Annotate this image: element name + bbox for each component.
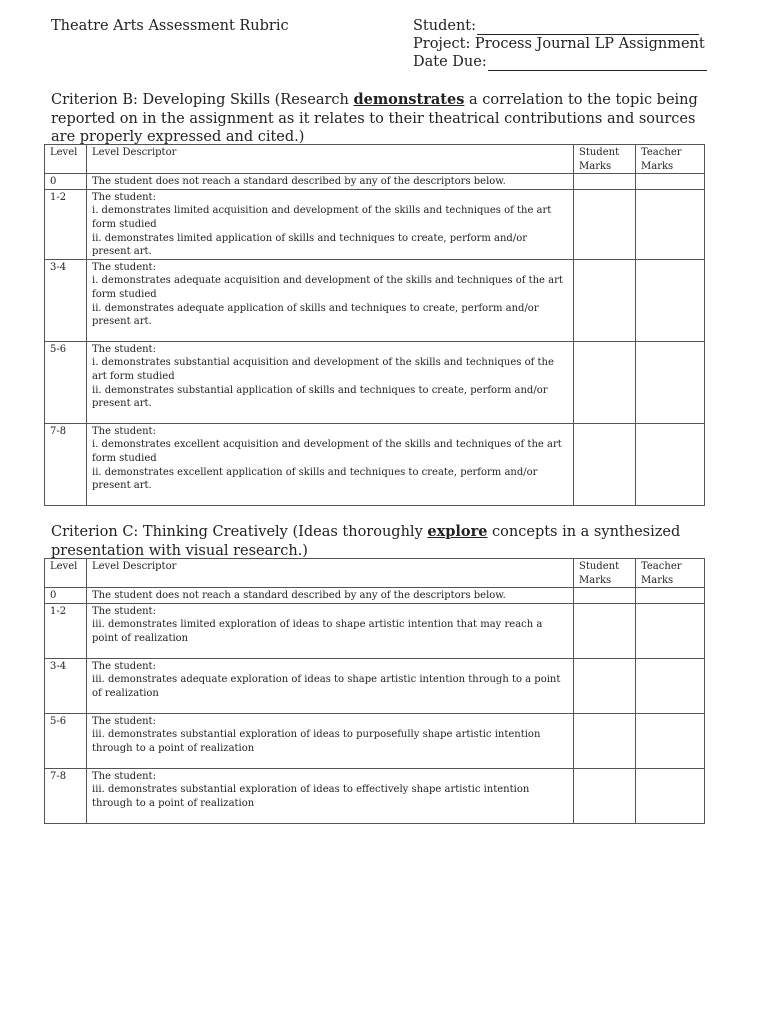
descriptor-cell: The student: i. demonstrates adequate acquisition and development of the skills and techniques of the art form studied ii. demonstrates adequate application of skills and techniques to create, perform and/or present art.: [87, 259, 574, 341]
table-row: [45, 189, 705, 259]
student-marks-header: Student Marks: [574, 559, 636, 588]
table-row: [45, 174, 705, 190]
student-marks-cell[interactable]: [574, 713, 636, 768]
table-row: [45, 588, 705, 604]
table-row: [45, 603, 705, 658]
teacher-marks-cell[interactable]: [636, 259, 705, 341]
table-header-row: [45, 559, 705, 588]
criterion-b-table: [44, 144, 705, 506]
student-marks-cell[interactable]: [574, 423, 636, 505]
criterion-b-title-post: a correlation to the topic being reported on in the assignment as it relates to their theatrical contributions and sources are properly expressed and cited.): [51, 92, 698, 145]
descriptor-cell: The student: iii. demonstrates adequate exploration of ideas to shape artistic intention through to a point of realization: [87, 658, 574, 713]
teacher-marks-cell[interactable]: [636, 713, 705, 768]
teacher-marks-cell[interactable]: [636, 603, 705, 658]
level-cell: 5-6: [45, 713, 87, 768]
table-row: [45, 259, 705, 341]
student-marks-cell[interactable]: [574, 189, 636, 259]
descriptor-cell: The student: i. demonstrates limited acquisition and development of the skills and techniques of the art form studied ii. demonstrates limited application of skills and techniques to create, perform and/or present art.: [87, 189, 574, 259]
teacher-marks-cell[interactable]: [636, 189, 705, 259]
level-cell: 0: [45, 588, 87, 604]
criterion-b-title: [51, 91, 721, 147]
project-label: Project: Process Journal LP Assignment: [413, 36, 705, 52]
level-cell: 0: [45, 174, 87, 190]
student-label: Student:: [413, 18, 477, 34]
criterion-c-table: [44, 558, 705, 824]
date-due-field[interactable]: [488, 56, 707, 71]
student-marks-header: Student Marks: [574, 145, 636, 174]
student-marks-cell[interactable]: [574, 259, 636, 341]
assignment-info: [413, 17, 707, 71]
level-cell: 3-4: [45, 259, 87, 341]
student-marks-cell[interactable]: [574, 588, 636, 604]
teacher-marks-cell[interactable]: [636, 423, 705, 505]
descriptor-cell: The student does not reach a standard described by any of the descriptors below.: [87, 174, 574, 190]
table-row: [45, 713, 705, 768]
table-row: [45, 341, 705, 423]
table-row: [45, 768, 705, 823]
student-line: [413, 17, 707, 35]
teacher-marks-cell[interactable]: [636, 174, 705, 190]
student-marks-cell[interactable]: [574, 768, 636, 823]
student-marks-cell[interactable]: [574, 658, 636, 713]
teacher-marks-cell[interactable]: [636, 341, 705, 423]
level-cell: 7-8: [45, 768, 87, 823]
level-header: Level: [45, 145, 87, 174]
criterion-c-keyword: explore: [427, 523, 488, 540]
criterion-b-keyword: demonstrates: [353, 91, 465, 108]
descriptor-cell: The student: iii. demonstrates limited exploration of ideas to shape artistic intention that may reach a point of realization: [87, 603, 574, 658]
teacher-marks-cell[interactable]: [636, 588, 705, 604]
descriptor-cell: The student: i. demonstrates excellent acquisition and development of the skills and techniques of the art form studied ii. demonstrates excellent application of skills and techniques to create, perform and/or present art.: [87, 423, 574, 505]
student-marks-cell[interactable]: [574, 341, 636, 423]
descriptor-cell: The student: iii. demonstrates substantial exploration of ideas to effectively shape artistic intention through to a point of realization: [87, 768, 574, 823]
student-name-field[interactable]: [477, 20, 699, 35]
descriptor-cell: The student does not reach a standard described by any of the descriptors below.: [87, 588, 574, 604]
level-descriptor-header: Level Descriptor: [87, 559, 574, 588]
criterion-c-title: [51, 523, 721, 560]
descriptor-cell: The student: iii. demonstrates substantial exploration of ideas to purposefully shape artistic intention through to a point of realization: [87, 713, 574, 768]
level-header: Level: [45, 559, 87, 588]
criterion-b-title-pre: Criterion B: Developing Skills (Research: [51, 92, 354, 108]
criterion-c-title-post: concepts in a synthesized presentation with visual research.): [51, 524, 681, 559]
date-due-label: Date Due:: [413, 54, 487, 70]
level-cell: 5-6: [45, 341, 87, 423]
date-due-line: [413, 53, 707, 71]
level-cell: 3-4: [45, 658, 87, 713]
table-header-row: [45, 145, 705, 174]
criterion-c-title-pre: Criterion C: Thinking Creatively (Ideas thoroughly: [51, 524, 428, 540]
document-title: Theatre Arts Assessment Rubric: [51, 18, 289, 34]
teacher-marks-header: Teacher Marks: [636, 145, 705, 174]
teacher-marks-header: Teacher Marks: [636, 559, 705, 588]
student-marks-cell[interactable]: [574, 174, 636, 190]
teacher-marks-cell[interactable]: [636, 658, 705, 713]
level-cell: 1-2: [45, 603, 87, 658]
student-marks-cell[interactable]: [574, 603, 636, 658]
project-line: [413, 35, 707, 53]
teacher-marks-cell[interactable]: [636, 768, 705, 823]
descriptor-cell: The student: i. demonstrates substantial acquisition and development of the skills and techniques of the art form studied ii. demonstrates substantial application of skills and techniques to create, perform and/or present art.: [87, 341, 574, 423]
table-row: [45, 658, 705, 713]
level-cell: 1-2: [45, 189, 87, 259]
table-row: [45, 423, 705, 505]
level-descriptor-header: Level Descriptor: [87, 145, 574, 174]
level-cell: 7-8: [45, 423, 87, 505]
